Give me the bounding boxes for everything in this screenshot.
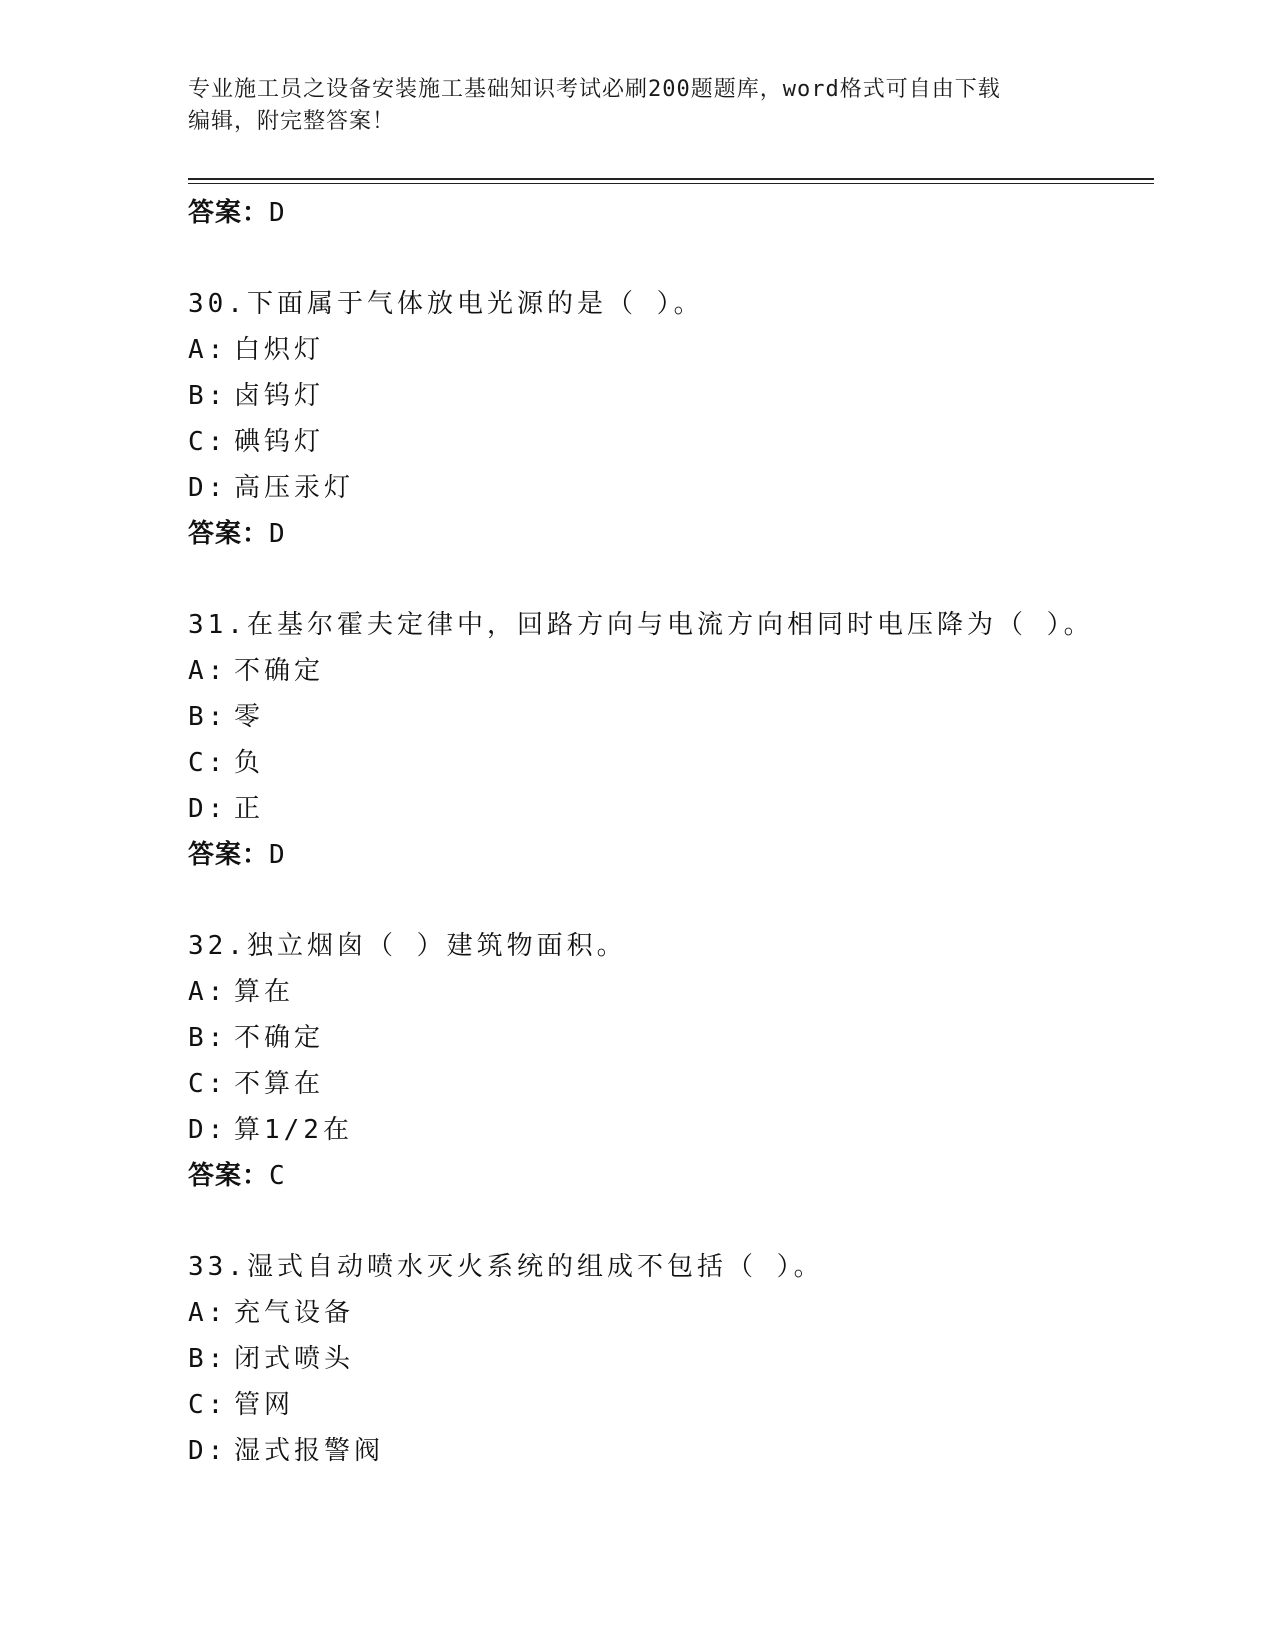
question-answer: [188, 832, 1154, 878]
option-d: [188, 465, 1154, 511]
question-stem: [188, 1244, 1154, 1290]
question-block-32: [188, 923, 1154, 1199]
option-letter: C:: [188, 1390, 228, 1420]
option-text: 零: [234, 702, 265, 732]
question-block-31: [188, 602, 1154, 878]
option-text: 白炽灯: [234, 335, 325, 365]
option-text: 不算在: [234, 1069, 325, 1099]
option-d: [188, 786, 1154, 832]
option-d: [188, 1428, 1154, 1474]
option-letter: A:: [188, 335, 228, 365]
option-letter: A:: [188, 1298, 228, 1328]
option-letter: B:: [188, 1023, 228, 1053]
option-text: 管网: [234, 1390, 295, 1420]
option-letter: C:: [188, 748, 228, 778]
option-letter: D:: [188, 473, 228, 503]
option-text: 湿式报警阀: [234, 1436, 385, 1466]
option-b: [188, 1336, 1154, 1382]
spacer: [188, 557, 1154, 602]
option-letter: B:: [188, 1344, 228, 1374]
question-block-33: [188, 1244, 1154, 1474]
answer-value: D: [269, 198, 286, 228]
question-stem: [188, 602, 1154, 648]
answer-label: 答案：: [188, 840, 270, 870]
question-number: 30.: [188, 289, 247, 319]
option-letter: D:: [188, 1436, 228, 1466]
spacer: [188, 1199, 1154, 1244]
option-text: 算1/2在: [234, 1115, 353, 1145]
option-c: [188, 1382, 1154, 1428]
answer-label: 答案：: [188, 198, 270, 228]
option-text: 负: [234, 748, 265, 778]
option-letter: C:: [188, 427, 228, 457]
option-letter: C:: [188, 1069, 228, 1099]
option-letter: A:: [188, 656, 228, 686]
option-a: [188, 327, 1154, 373]
answer-value: D: [269, 519, 286, 549]
answer-label: 答案：: [188, 1161, 270, 1191]
question-number: 31.: [188, 610, 247, 640]
option-c: [188, 419, 1154, 465]
question-stem: [188, 281, 1154, 327]
option-text: 正: [234, 794, 265, 824]
option-text: 高压汞灯: [234, 473, 355, 503]
answer-value: C: [269, 1161, 286, 1191]
option-letter: B:: [188, 381, 228, 411]
option-a: [188, 648, 1154, 694]
header-line-2: 编辑，附完整答案！: [188, 109, 396, 134]
question-answer: [188, 1153, 1154, 1199]
previous-answer: [188, 190, 1154, 236]
option-text: 闭式喷头: [234, 1344, 355, 1374]
option-c: [188, 1061, 1154, 1107]
question-number: 32.: [188, 931, 247, 961]
header-rule-thin: [188, 183, 1154, 184]
option-a: [188, 1290, 1154, 1336]
option-letter: D:: [188, 794, 228, 824]
option-text: 充气设备: [234, 1298, 355, 1328]
option-b: [188, 694, 1154, 740]
option-d: [188, 1107, 1154, 1153]
question-text: 独立烟囱（ ）建筑物面积。: [246, 931, 627, 961]
option-b: [188, 373, 1154, 419]
option-a: [188, 969, 1154, 1015]
question-text: 湿式自动喷水灭火系统的组成不包括（ ）。: [246, 1252, 824, 1282]
question-text: 下面属于气体放电光源的是（ ）。: [246, 289, 704, 319]
question-block-30: [188, 281, 1154, 557]
question-stem: [188, 923, 1154, 969]
option-letter: D:: [188, 1115, 228, 1145]
option-text: 碘钨灯: [234, 427, 325, 457]
header-line-1: 专业施工员之设备安装施工基础知识考试必刷200题题库，word格式可自由下载: [188, 77, 1001, 102]
question-text: 在基尔霍夫定律中，回路方向与电流方向相同时电压降为（ ）。: [246, 610, 1094, 640]
option-text: 卤钨灯: [234, 381, 325, 411]
answer-value: D: [269, 840, 286, 870]
option-text: 算在: [234, 977, 295, 1007]
spacer: [188, 236, 1154, 281]
option-letter: A:: [188, 977, 228, 1007]
question-answer: [188, 511, 1154, 557]
option-text: 不确定: [234, 656, 325, 686]
question-number: 33.: [188, 1252, 247, 1282]
option-text: 不确定: [234, 1023, 325, 1053]
spacer: [188, 878, 1154, 923]
answer-label: 答案：: [188, 519, 270, 549]
question-list: [188, 190, 1154, 1474]
option-b: [188, 1015, 1154, 1061]
header-rule-thick: [188, 178, 1154, 180]
option-letter: B:: [188, 702, 228, 732]
document-header: [188, 74, 1088, 138]
option-c: [188, 740, 1154, 786]
